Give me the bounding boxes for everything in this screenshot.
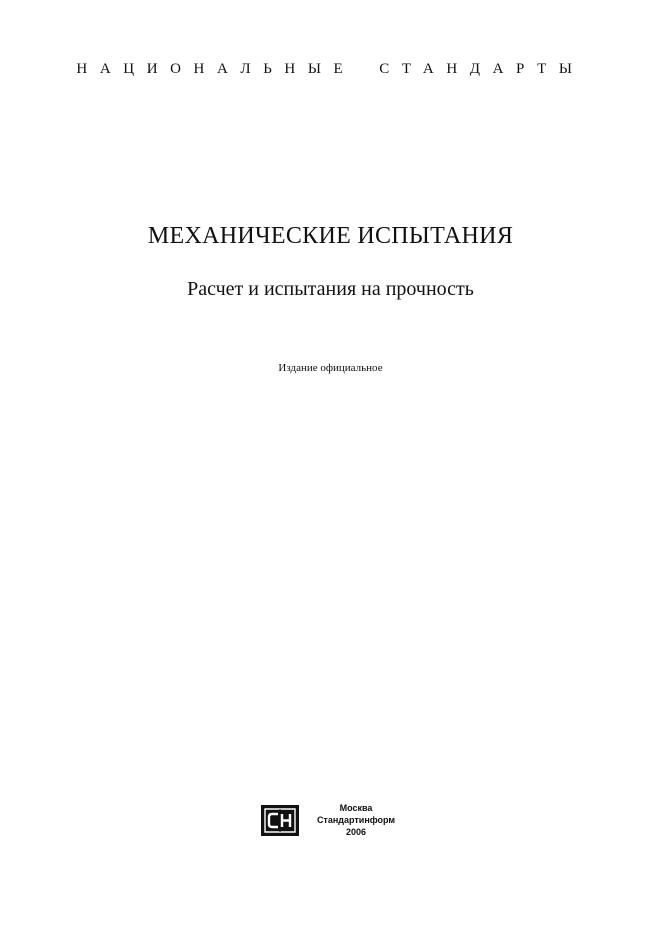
page-subtitle: Расчет и испытания на прочность: [187, 278, 474, 300]
edition-note: Издание официальное: [278, 362, 383, 374]
publisher-city: Москва: [339, 803, 373, 813]
series-word-standards: СТАНДАРТЫ: [379, 61, 585, 77]
series-word-national: НАЦИОНАЛЬНЫЕ: [76, 61, 356, 77]
series-heading: [0, 59, 661, 79]
page-title: МЕХАНИЧЕСКИЕ ИСПЫТАНИЯ: [147, 223, 514, 249]
publisher-name: Стандартинформ: [316, 815, 396, 825]
publisher-year: 2006: [345, 827, 367, 837]
standartinform-logo-icon: [261, 805, 299, 836]
publisher-imprint: [308, 802, 404, 838]
